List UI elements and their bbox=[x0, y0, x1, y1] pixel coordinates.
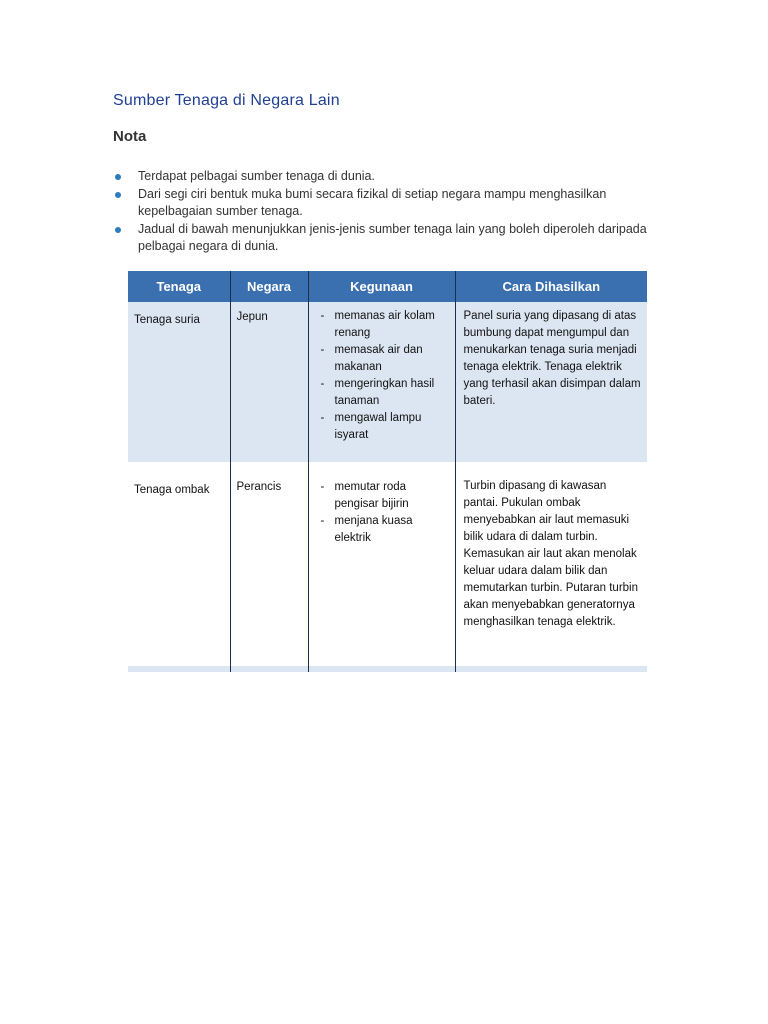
uses-list bbox=[315, 479, 449, 547]
cell-empty bbox=[230, 666, 308, 672]
note-item bbox=[113, 168, 653, 186]
use-item: - memasak air dan makanan bbox=[315, 342, 449, 376]
use-item: - memutar roda pengisar bijirin bbox=[315, 479, 449, 513]
use-item: - menjana kuasa elektrik bbox=[315, 513, 449, 547]
cell-tenaga: Tenaga suria bbox=[128, 302, 230, 462]
cell-kegunaan bbox=[308, 462, 455, 666]
cell-empty bbox=[455, 666, 647, 672]
uses-list bbox=[315, 308, 449, 444]
cell-cara: Panel suria yang dipasang di atas bumbung dapat mengumpul dan menukarkan tenaga suria menjadi tenaga elektrik. Tenaga elektrik yang terhasil akan disimpan dalam bateri. bbox=[455, 302, 647, 462]
bullet-icon bbox=[115, 174, 121, 180]
cell-kegunaan bbox=[308, 302, 455, 462]
note-item bbox=[113, 221, 653, 256]
table-row-partial bbox=[128, 666, 647, 672]
cell-empty bbox=[308, 666, 455, 672]
page-title: Sumber Tenaga di Negara Lain bbox=[113, 92, 340, 109]
column-header-negara: Negara bbox=[230, 271, 308, 302]
note-list bbox=[113, 168, 653, 256]
use-item: - memanas air kolam renang bbox=[315, 308, 449, 342]
table-row bbox=[128, 302, 647, 462]
cell-negara: Jepun bbox=[230, 302, 308, 462]
column-header-kegunaan: Kegunaan bbox=[308, 271, 455, 302]
note-item bbox=[113, 186, 653, 221]
cell-negara: Perancis bbox=[230, 462, 308, 666]
note-text: Dari segi ciri bentuk muka bumi secara fizikal di setiap negara mampu menghasilkan kepelbagaian sumber tenaga. bbox=[138, 186, 607, 218]
energy-table bbox=[128, 271, 647, 672]
cell-cara: Turbin dipasang di kawasan pantai. Pukulan ombak menyebabkan air laut memasuki bilik udara di dalam turbin. Kemasukan air laut akan menolak keluar udara dalam bilik dan memutarkan turbin. Putaran turbin akan menyebabkan generatornya menghasilkan tenaga elektrik. bbox=[455, 462, 647, 666]
column-header-tenaga: Tenaga bbox=[128, 271, 230, 302]
cell-tenaga: Tenaga ombak bbox=[128, 462, 230, 666]
use-item: - mengeringkan hasil tanaman bbox=[315, 376, 449, 410]
note-text: Terdapat pelbagai sumber tenaga di dunia. bbox=[138, 169, 375, 183]
table-header-row bbox=[128, 271, 647, 302]
bullet-icon bbox=[115, 192, 121, 198]
note-text: Jadual di bawah menunjukkan jenis-jenis sumber tenaga lain yang boleh diperoleh daripada pelbagai negara di dunia. bbox=[138, 221, 647, 253]
table-row bbox=[128, 462, 647, 666]
bullet-icon bbox=[115, 227, 121, 233]
column-header-cara: Cara Dihasilkan bbox=[455, 271, 647, 302]
section-heading: Nota bbox=[113, 128, 147, 145]
use-item: - mengawal lampu isyarat bbox=[315, 410, 449, 444]
cell-empty bbox=[128, 666, 230, 672]
